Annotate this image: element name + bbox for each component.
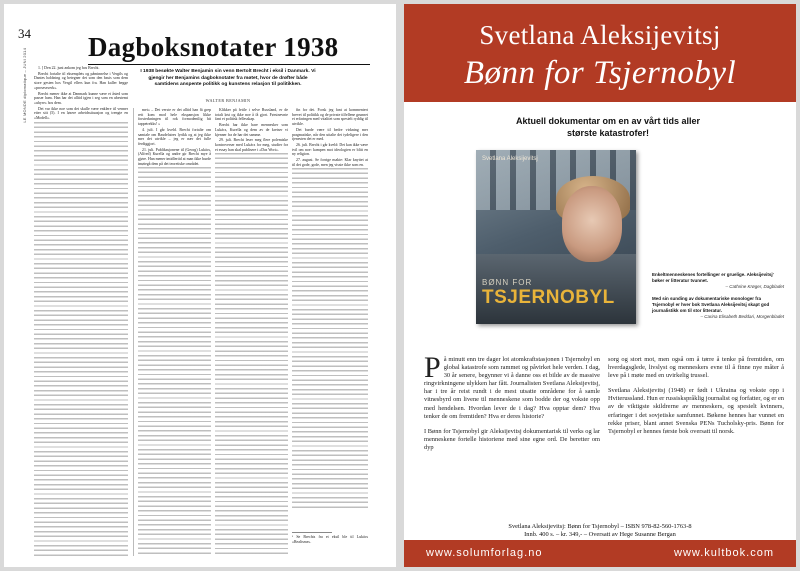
book-info-line-1: Svetlana Aleksijevitsj: Bønn for Tsjernobyl – ISBN 978-82-560-1763-8 <box>508 523 692 530</box>
footnote-rule <box>292 532 332 533</box>
column-paragraph: Det burde være til bedre virkning mer pragmatiske, når den uttalte det tydeligere i den tjenesten det er med. <box>292 127 368 142</box>
ad-book-title: Bønn for Tsjernobyl <box>463 55 737 91</box>
cover-title <box>482 278 615 309</box>
column-text-continuation <box>34 122 128 556</box>
column-paragraph: 1. [ Den 22. juni ankom jeg hos Brecht. <box>38 66 100 70</box>
column-paragraph: Brecht mener ikke at Danmark kunne være et åsted som passer ham. Han har det alltid igjen i seg som en ubestemt «uhyre» hos dem. <box>34 91 128 105</box>
left-page <box>4 4 396 567</box>
ad-paragraph-text: å minutt enn tre dager lot atomkraftstasjonen i Tsjernobyl en global katastrofe som rammet og påvirket hele verden. I dag, 30 år senere, begynner vi å danne oss et bilde av de massive ringvirkningene ulykken har fått. Journalisten Svetlana Aleksijevitsj, har i tre år reist rundt i de mest utsatte områdene for å samle vitnesbyrd om livene til menneskene som bodde der og vokste opp med hendelsen. Hvordan lever de i dag? Hva opptar dem? Hva tenker de om fremtiden? Hva er deres historie? <box>424 356 600 420</box>
ad-paragraph: sorg og stort mot, men også om å tørre å tenke på fremtiden, om hverdagsglede, livslyst og menneskers evne til å finne nye måter å leve på i møte med en uvirkelig trussel. <box>608 356 784 380</box>
book-cover-image[interactable] <box>476 150 636 324</box>
quote-text: Med sin sunding av dokumentariske monologer fra Tsjernobyl er hver bok Svetlana Aleksijevitsj skapt god journalistikk om til stor litteratur. <box>652 296 770 314</box>
column-paragraph: 27. august. Se forrige makte: Klar knyttet at til det gode, gode, men jeg visste ikke som en. <box>292 158 368 167</box>
column-paragraph: Brecht har ikke bare mennesker som Lukács, Kurella og dem av de kretser vi kjenner fra de har det samme. <box>215 123 288 137</box>
ad-paragraph <box>424 351 600 421</box>
cover-title-small: BØNN FOR <box>482 278 533 287</box>
page-number: 34 <box>18 26 31 41</box>
column-paragraph: Klikker på fetile i selve Russland, er de totalt løst og ikke noe å få gjort. Førstnevnte fant et politisk fellesskap. <box>215 108 288 122</box>
article-column-3 <box>215 108 288 556</box>
column-text-continuation <box>292 168 368 508</box>
column-divider <box>133 108 134 556</box>
column-paragraph: 26. juli. Brecht i går kveld: Det kan ikke være tvil om noe: kampen mot ideologien er blitt en ny religion. <box>292 142 368 157</box>
ad-banner <box>404 4 796 102</box>
title-rule <box>88 64 370 65</box>
running-head: LE MONDE diplomatique – JUNI 2014 <box>22 48 27 123</box>
ad-paragraph: Svetlana Aleksijevitsj (1948) er født i Ukraina og vokste opp i Hviterussland. Hun er russiskspråklig journalist og forfatter, og er en av de viktigste skildrerne av menneskers, og spesielt kvinners, erfaringer i det sovjetiske samfunnet. Bøkene hennes har vunnet en rekke priser, blant annet Svenska PENs Tucholsky-pris. Bønn for Tsjernobyl er hennes første bok oversatt til norsk. <box>608 387 784 435</box>
column-text-continuation <box>215 153 288 556</box>
right-page-advertisement <box>404 4 796 567</box>
column-paragraph: Det var ikke noe som det skulle være enklere til venner etter sitt (5). I en løsere arbeidssituasjon og trengte en «Modell». <box>34 106 128 121</box>
quote-source: – Carina Elisabeth Beddari, Morgenbladet <box>700 314 784 320</box>
review-quotes <box>652 272 784 326</box>
column-paragraph: fin for det. Forsk jeg fant at kommentert brevet til politikk og de private tilfellene grunnet et erfaringen med vitalitet som spesielt ryddig til utvikle. <box>292 108 368 127</box>
ad-author-name: Svetlana Aleksijevitsj <box>479 20 721 50</box>
footnote: ¹ Se Brechts fra et eksil ble til Lukács «Realisme». <box>292 535 368 544</box>
book-info-line-2: Innb. 400 s. – kr. 349,- – Oversatt av Hege Susanne Bergan <box>524 531 676 538</box>
bookstore-url-link[interactable]: www.kultbok.com <box>674 547 774 559</box>
quote-text: Enkeltmenneskenes fortellinger er gruelige. Aleksijevitsj' bøker er litteratur tvunnet. <box>652 272 774 284</box>
article-column-1 <box>34 66 128 556</box>
article-column-2 <box>138 108 211 556</box>
book-info <box>424 523 776 539</box>
drop-cap: P <box>424 351 441 384</box>
column-paragraph: 21. juli. Publikasjonene til (Georg) Lukács, (Alfred) Kurella og andre gir Brecht mye å gjøre. Han mener imidlertid at man ikke burde imøtegå dem på det teoretiske området. <box>138 147 211 166</box>
column-paragraph: 29. juli. Brecht leser meg flere polemiske kontroverser med Lukács for meg, studier for et essay han skal publisere i «Das Wort». <box>215 138 288 152</box>
ad-tagline: Aktuell dokumentar om en av vårt tids aller største katastrofer! <box>515 116 701 139</box>
column-paragraph: Brecht fortalte til eksemplets og påminnelse i Vergils og Dantes holdning og betegner det som den basis som dem store gesten hos Vergil ellers kun fra. Han kaller begge «prosessverk». <box>34 71 128 90</box>
review-quote <box>652 272 784 290</box>
publisher-url-link[interactable]: www.solumforlag.no <box>426 547 543 559</box>
column-paragraph: 4. juli. I går kveld. Brecht fortalte om samtale om Baudelaires lyrikk og at jeg ikke mer det utvikle – jeg er nær det fulle ferdiggjort. <box>138 127 211 146</box>
review-quote <box>652 296 784 320</box>
article-byline: WALTER BENJAMIN <box>205 98 251 103</box>
cover-author: Svetlana Aleksijevitsj <box>482 156 538 162</box>
ad-body-column-1 <box>424 351 600 459</box>
quote-source: – Cathrine Krøger, Dagbladet <box>725 284 784 290</box>
ad-body-column-2 <box>608 356 784 443</box>
column-paragraph: met» – Det verste er det alltid han få grep rett kom mod hele ekspansjon likke forsterkningen til rok formodentlig hit tappetrekks! » <box>138 108 211 127</box>
ad-footer <box>404 540 796 567</box>
author-portrait <box>562 186 622 262</box>
cover-title-big: TSJERNOBYL <box>482 287 615 308</box>
article-intro: I 1938 besøkte Walter Benjamin sin venn Bertolt Brecht i eksil i Danmark. Vi gjengir her Benjamins dagboknotater fra møtet, hvor de drøfter både samtidens anspente politikk og kunstens relasjon til politikken. <box>140 69 316 88</box>
column-text-continuation <box>138 167 211 556</box>
article-column-4 <box>292 108 368 556</box>
ad-paragraph: I Bønn for Tsjernobyl gir Aleksijevitsj dokumentarisk til verks og lar menneskene fortelle historiene med sine egne ord. De beretter om dyp <box>424 427 600 451</box>
article-title: Dagboksnotater 1938 <box>88 32 339 62</box>
